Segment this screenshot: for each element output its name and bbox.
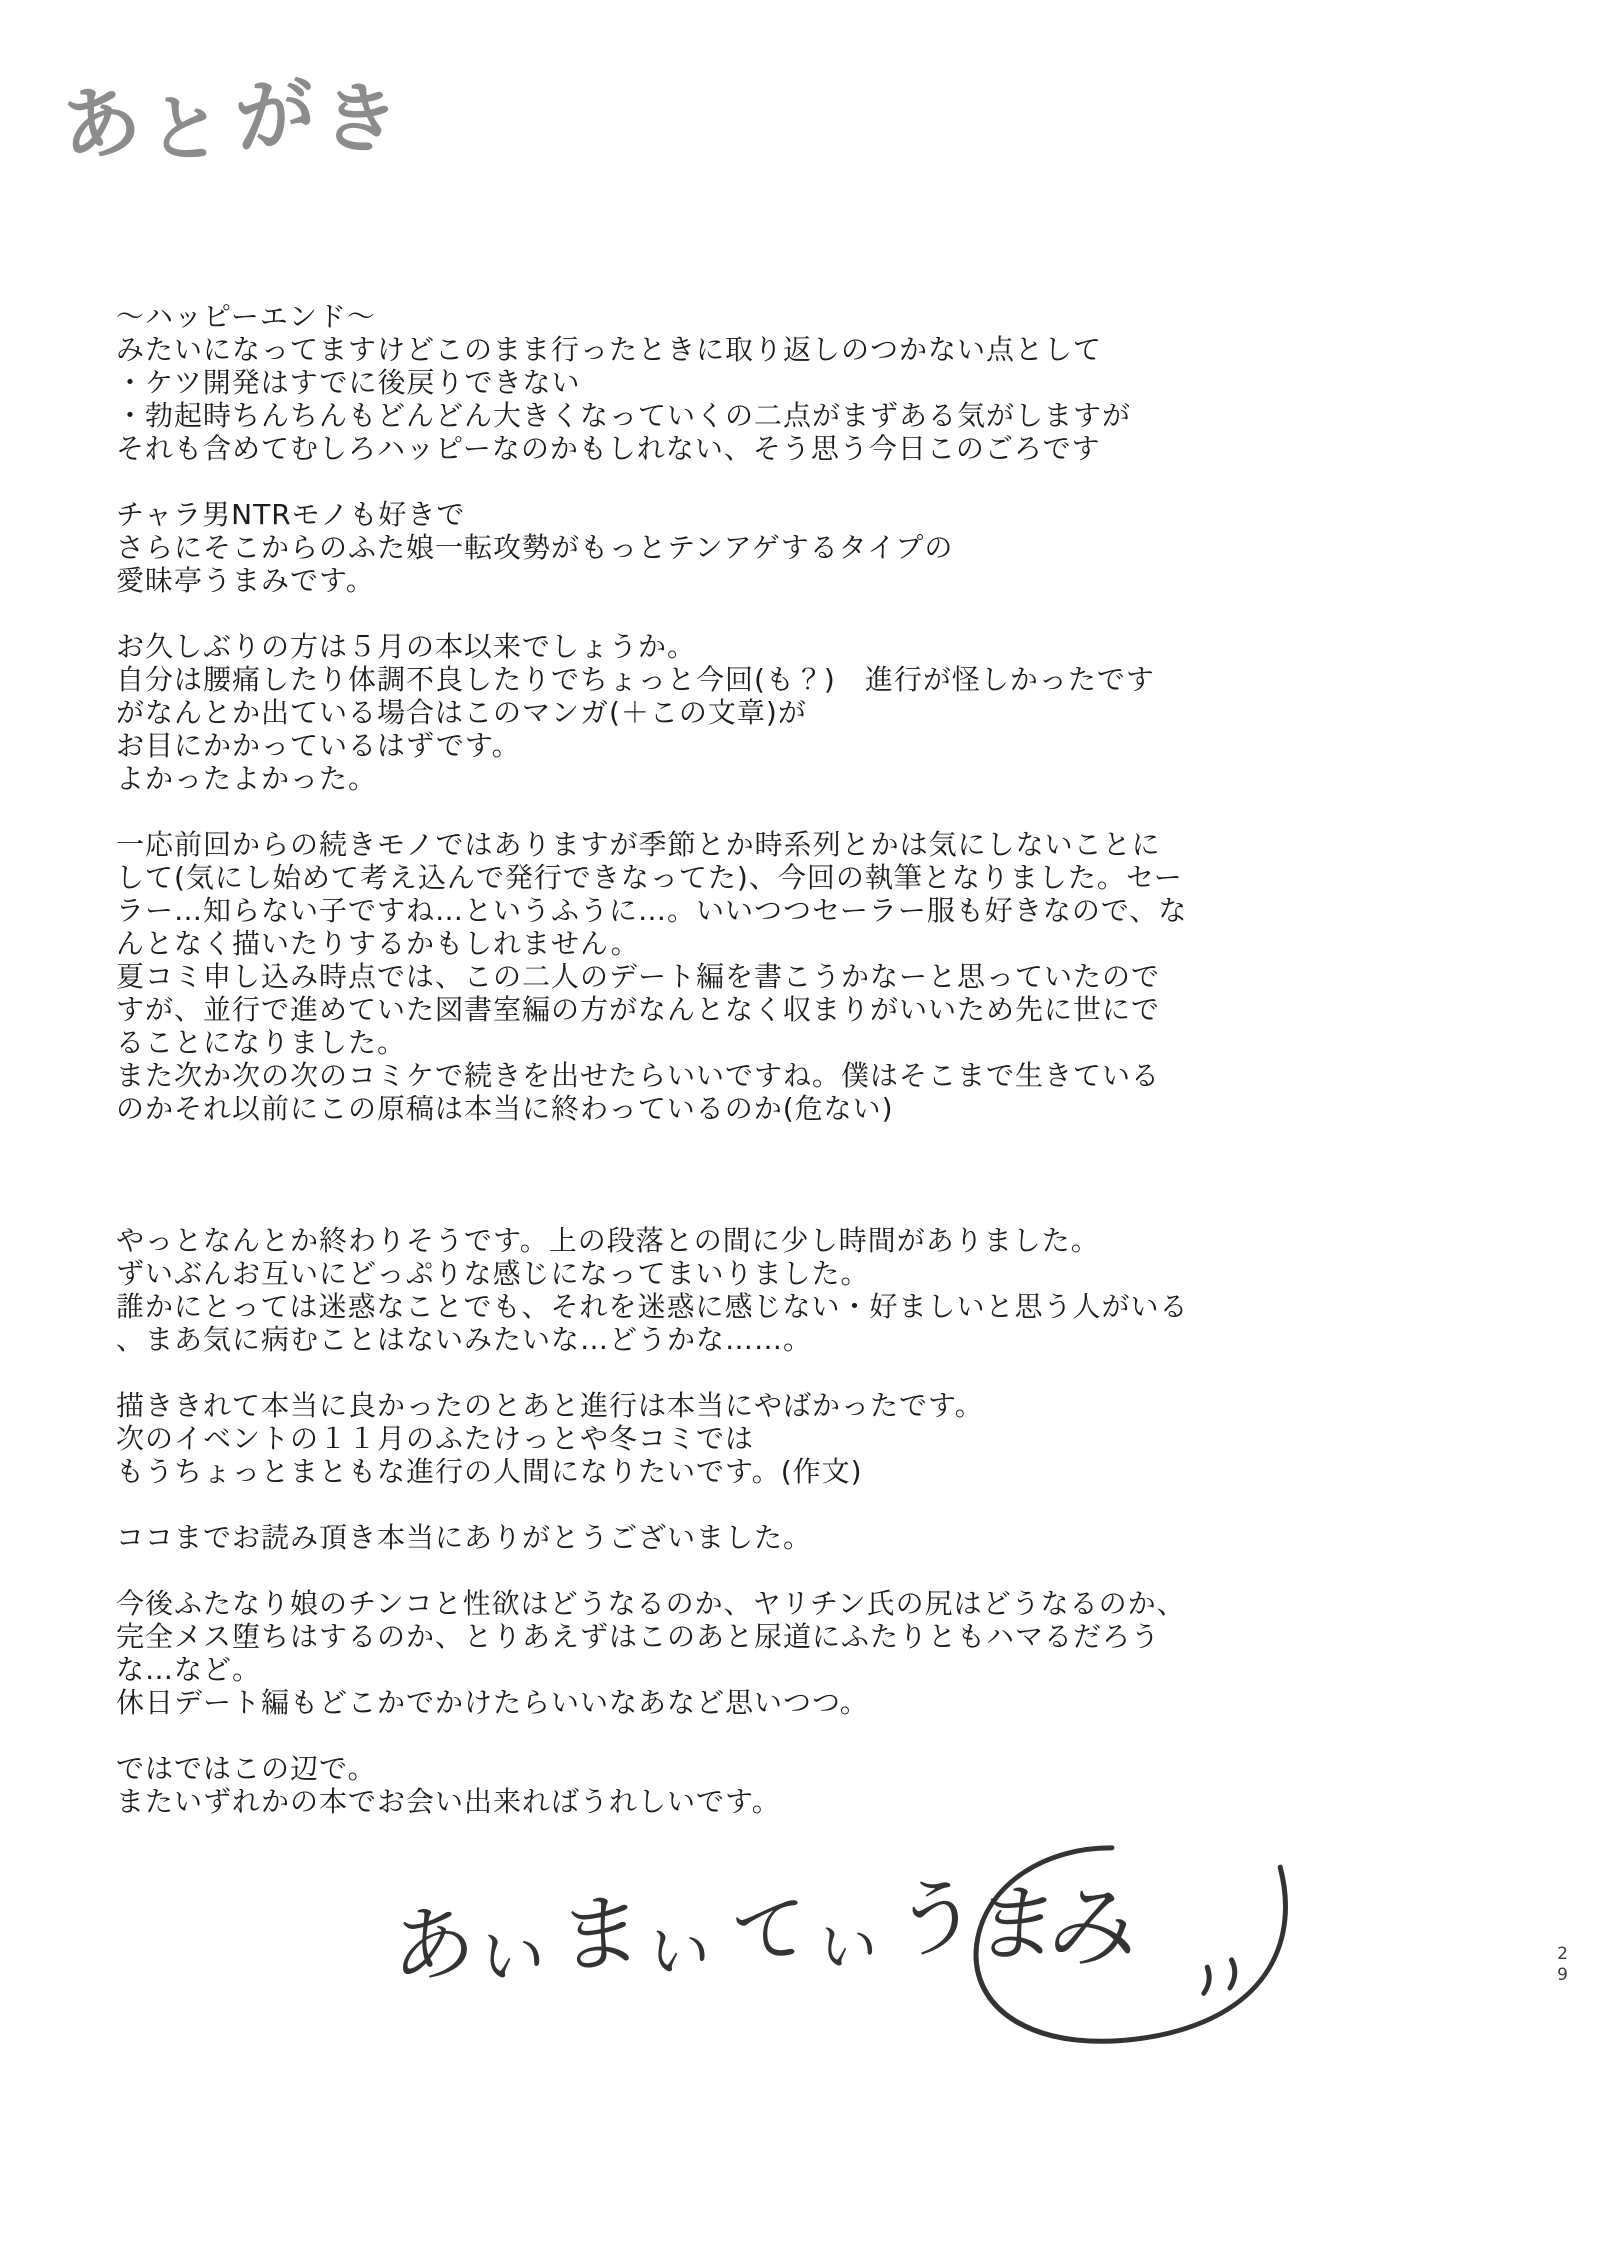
- text-line: すが、並行で進めていた図書室編の方がなんとなく収まりがいいため先に世にで: [116, 993, 1161, 1026]
- text-line: ココまでお読み頂き本当にありがとうございました。: [116, 1521, 813, 1554]
- text-line: がなんとか出ている場合はこのマンガ(＋この文章)が: [116, 696, 807, 729]
- handwritten-char: ま: [558, 1880, 643, 1988]
- text-line: またいずれかの本でお会い出来ればうれしいです。: [116, 1785, 781, 1818]
- text-line: ～ハッピーエンド～: [116, 300, 376, 333]
- paragraph: [116, 1224, 1536, 1356]
- text-line: よかったよかった。: [116, 762, 378, 795]
- text-line: ラー…知らない子ですね…というふうに…。いいつつセーラー服も好きなので、な: [116, 894, 1188, 927]
- text-line: 休日デート編もどこかでかけたらいいなあなど思いつつ。: [116, 1686, 869, 1719]
- text-line: お久しぶりの方は５月の本以来でしょうか。: [116, 630, 697, 663]
- paragraph: [116, 498, 1536, 597]
- page-number-digit: 9: [1557, 1965, 1568, 1985]
- text-line: チャラ男NTRモノも好きで: [116, 498, 466, 531]
- handwritten-char: が: [230, 64, 328, 166]
- text-line: 一応前回からの続きモノではありますが季節とか時系列とかは気にしないことに: [116, 828, 1161, 861]
- text-line: 完全メス堕ちはするのか、とりあえずはこのあと尿道にふたりともハマるだろう: [116, 1620, 1161, 1653]
- text-line: 自分は腰痛したり体調不良したりでちょっと今回(も？) 進行が怪しかったです: [116, 663, 1155, 696]
- handwritten-char: ま: [970, 1874, 1064, 1974]
- handwritten-char: と: [147, 85, 231, 174]
- text-line: 誰かにとっては迷惑なことでも、それを迷惑に感じない・好ましいと思う人がいる: [116, 1290, 1189, 1323]
- text-line: 愛昧亭うまみです。: [116, 564, 375, 597]
- text-line: な…など。: [116, 1653, 262, 1686]
- text-line: して(気にし始めて考え込んで発行できなってた)、今回の執筆となりました。セー: [116, 861, 1183, 894]
- handwritten-char: あ: [52, 69, 156, 177]
- handwritten-char: い: [816, 1911, 881, 1982]
- handwritten-char: あ: [388, 1889, 478, 2000]
- page-number-digit: 2: [1557, 1944, 1568, 1964]
- text-line: ではではこの辺で。: [116, 1752, 377, 1785]
- text-line: それも含めてむしろハッピーなのかもしれない、そう思う今日このごろです: [116, 432, 1101, 465]
- handwritten-char: き: [317, 71, 411, 168]
- paragraph: [116, 1752, 1536, 1818]
- paragraph: [116, 828, 1536, 1125]
- artist-signature-text: [388, 1848, 1152, 2000]
- text-line: ・勃起時ちんちんもどんどん大きくなっていくの二点がまずある気がしますが: [116, 399, 1132, 432]
- text-line: ずいぶんお互いにどっぷりな感じになってまいりました。: [116, 1257, 870, 1290]
- text-line: また次か次の次のコミケで続きを出せたらいいですね。僕はそこまで生きている: [116, 1059, 1161, 1092]
- handwritten-char: み: [1039, 1869, 1152, 1987]
- text-line: ・ケツ開発はすでに後戻りできない: [116, 366, 581, 399]
- text-line: やっとなんとか終わりそうです。上の段落との間に少し時間がありました。: [116, 1224, 1100, 1257]
- paragraph: [116, 300, 1536, 465]
- text-line: ることになりました。: [116, 1026, 407, 1059]
- artist-signature: [387, 1830, 1152, 2000]
- page-title: [52, 42, 412, 177]
- text-line: 夏コミ申し込み時点では、この二人のデート編を書こうかなーと思っていたので: [116, 960, 1161, 993]
- handwritten-char: い: [476, 1918, 550, 1996]
- text-line: お目にかかっているはずです。: [116, 729, 521, 762]
- text-line: 今後ふたなり娘のチンコと性欲はどうなるのか、ヤリチン氏の尻はどうなるのか、: [116, 1587, 1186, 1620]
- text-line: 、まあ気に病むことはないみたいな…どうかな……。: [116, 1323, 813, 1356]
- afterword-text-column: [116, 300, 1536, 1851]
- text-line: みたいになってますけどこのまま行ったときに取り返しのつかない点として: [116, 333, 1103, 366]
- text-line: もうちょっとまともな進行の人間になりたいです。(作文): [116, 1455, 863, 1488]
- handwritten-char: う: [892, 1863, 981, 1973]
- paragraph: [116, 1389, 1536, 1488]
- text-line: 描ききれて本当に良かったのとあと進行は本当にやばかったです。: [116, 1389, 984, 1422]
- text-line: のかそれ以前にこの原稿は本当に終わっているのか(危ない): [116, 1092, 894, 1125]
- handwritten-char: い: [644, 1914, 715, 1989]
- paragraph: [116, 630, 1536, 795]
- paragraph: [116, 1587, 1536, 1719]
- paragraph: [116, 1521, 1536, 1554]
- page-number: [1557, 1944, 1568, 1986]
- text-line: 次のイベントの１１月のふたけっとや冬コミでは: [116, 1422, 755, 1455]
- text-line: さらにそこからのふた娘一転攻勢がもっとテンアゲするタイプの: [116, 531, 954, 564]
- text-line: んとなく描いたりするかもしれません。: [116, 927, 640, 960]
- handwritten-char: て: [728, 1881, 812, 1983]
